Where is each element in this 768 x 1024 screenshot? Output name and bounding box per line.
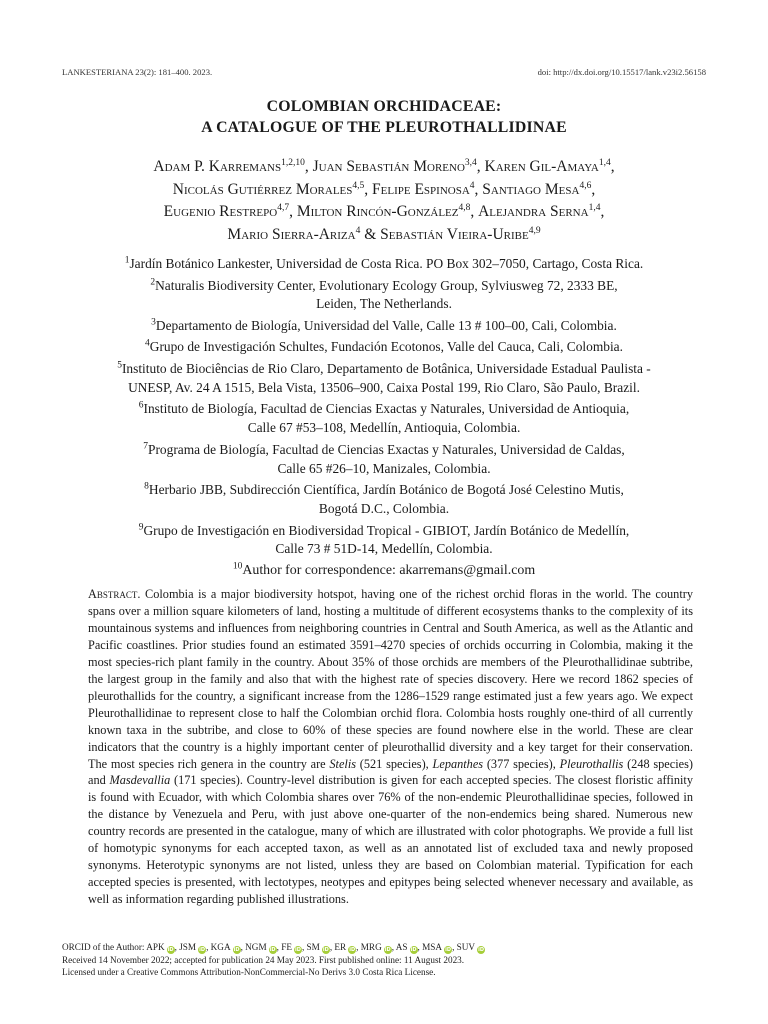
orcid-entry[interactable]: NGM iD, — [245, 942, 279, 953]
orcid-label: ORCID of the Author: — [62, 942, 145, 952]
orcid-entry[interactable]: MSA iD, — [422, 942, 455, 953]
genus-name: Pleurothallis — [559, 756, 624, 771]
orcid-initials: FE — [281, 942, 292, 952]
author-affil-sup: 4,5 — [352, 180, 365, 191]
author-list — [40, 156, 728, 246]
author-line: Nicolás Gutiérrez Morales$^{4,5}$, Felipe Espinosa$^4$, Santiago Mesa$^{4,6}$, — [172, 180, 596, 198]
orcid-initials: SUV — [456, 942, 476, 952]
affiliation-number: 9 — [138, 522, 144, 533]
abstract-label: Abstract. — [88, 587, 141, 601]
affiliation-number: 5 — [117, 360, 122, 371]
affiliation-line: Leiden, The Netherlands. — [316, 296, 452, 312]
orcid-entry[interactable]: MRG iD, — [360, 942, 394, 953]
orcid-initials: MRG — [360, 942, 382, 952]
author-line: Eugenio Restrepo$^{4,7}$, Milton Rincón-González$^{4,8}$, Alejandra Serna$^{1,4}$, — [163, 202, 605, 220]
affiliation-number: 6 — [138, 400, 144, 411]
orcid-entry[interactable]: AS iD, — [395, 942, 420, 953]
genus-name: Stelis — [329, 756, 357, 771]
genus-name: Masdevallia — [109, 773, 171, 788]
affiliation-line: Naturalis Biodiversity Center, Evolutionary Ecology Group, Sylviusweg 72, 2333 BE, — [155, 277, 618, 293]
author-name: Sebastián Vieira-Uribe — [380, 225, 529, 243]
author-affil-sup: 3,4 — [464, 157, 477, 168]
author-name: Felipe Espinosa — [372, 180, 470, 198]
abstract-text: (521 species), — [356, 756, 433, 771]
author-line: Mario Sierra-Ariza$^4$ & Sebastián Vieira-Uribe$^{4,9}$ — [227, 225, 541, 243]
author-affil-sup: 4,9 — [528, 225, 541, 236]
abstract-text: Colombia is a major biodiversity hotspot, having one of the richest orchid floras in the world. The country spans over a million square kilometers of land, hosting a multitude of different ecosystems thanks to the complexity of its mountainous systems and influences from neighboring countries in Central and South America, as well as the Atlantic and Pacific coastlines. Prior studies found an estimated 3591–4270 species of orchids occurring in Colombia, making it the most species-rich plant family in the country. About 35% of those orchids are members of the Pleurothallidinae subtribe, the largest group in the family and also that with the highest rate of species discovery. Here we record 1862 species of pleurothallids for the country, a significant increase from the 1286–1529 range estimated just a few years ago. We expect Pleurothallidinae to represent close to half the Colombian orchid flora. Colombia hosts roughly one-third of all currently known taxa in the subtribe, and close to 60% of these species are found nowhere else in the world. These are clear indicators that the country is a highly important center of pleurothallid diversity and a key target for their conservation. The most species rich genera in the country are — [88, 587, 693, 771]
orcid-icon[interactable]: iD — [384, 947, 391, 953]
author-name: Nicolás Gutiérrez Morales — [172, 180, 353, 198]
correspondence-text: Author for correspondence: akarremans@gmail.com — [242, 562, 536, 578]
affiliation-line: Calle 67 #53–108, Medellín, Antioquia, Colombia. — [247, 420, 521, 436]
author-affil-sup: 1,2,10 — [281, 157, 305, 168]
affiliation — [60, 277, 708, 315]
author-affil-sup: 4,6 — [579, 180, 592, 191]
affiliation — [60, 522, 708, 560]
correspondence — [60, 562, 708, 581]
running-head — [62, 66, 706, 78]
affiliation-line: Calle 73 # 51D-14, Medellín, Colombia. — [275, 541, 493, 557]
author-affil-sup: 4,7 — [277, 202, 290, 213]
orcid-line — [62, 941, 706, 954]
affiliation-line: Grupo de Investigación en Biodiversidad Tropical - GIBIOT, Jardín Botánico de Medellín, — [143, 522, 630, 538]
author-name: Alejandra Serna — [478, 203, 589, 220]
doi-link[interactable]: doi: http://dx.doi.org/10.15517/lank.v23i2.56158 — [537, 67, 706, 77]
orcid-icon[interactable]: iD — [478, 947, 484, 953]
orcid-initials: AS — [395, 942, 408, 952]
orcid-initials: KGA — [210, 942, 231, 952]
received-dates: Received 14 November 2022; accepted for publication 24 May 2023. First published online: 11 August 2023. — [62, 955, 465, 965]
affiliation — [60, 481, 708, 519]
orcid-entry[interactable]: KGA iD, — [210, 942, 243, 953]
orcid-initials: NGM — [245, 942, 267, 952]
abstract-text: (377 species), — [483, 756, 560, 771]
affiliation-line: Grupo de Investigación Schultes, Fundación Ecotonos, Valle del Cauca, Cali, Colombia. — [149, 339, 623, 355]
author-name: Eugenio Restrepo — [163, 203, 278, 220]
orcid-icon[interactable]: iD — [269, 947, 276, 953]
affiliation-line: Instituto de Biociências de Rio Claro, Departamento de Botânica, Universidade Estadual Paulista - — [121, 360, 651, 376]
affiliation-number: 3 — [151, 317, 156, 328]
orcid-icon[interactable]: iD — [445, 947, 451, 953]
orcid-entry[interactable]: SM iD, — [306, 942, 333, 953]
genus-name: Lepanthes — [432, 756, 484, 771]
orcid-icon[interactable]: iD — [295, 947, 301, 953]
affiliation — [60, 360, 708, 398]
affiliation-line: Herbario JBB, Subdirección Científica, Jardín Botánico de Bogotá José Celestino Mutis, — [148, 482, 624, 498]
affiliation-number: 7 — [143, 441, 149, 452]
author-affil-sup: 4 — [469, 180, 475, 191]
affiliation-line: Bogotá D.C., Colombia. — [318, 501, 450, 517]
orcid-initials: APK — [146, 942, 165, 952]
orcid-initials: ER — [334, 942, 347, 952]
orcid-initials: MSA — [422, 942, 443, 952]
affiliation-number: 8 — [144, 481, 149, 492]
orcid-icon[interactable]: iD — [349, 947, 356, 953]
license-notice: Licensed under a Creative Commons Attribution-NonCommercial-No Derivs 3.0 Costa Rica License. — [62, 967, 436, 978]
abstract — [88, 586, 693, 908]
affiliation-line: Jardín Botánico Lankester, Universidad de Costa Rica. PO Box 302–7050, Cartago, Costa Rica. — [129, 256, 644, 271]
orcid-initials: JSM — [179, 942, 197, 952]
orcid-initials: SM — [306, 942, 320, 952]
author-name: Mario Sierra-Ariza — [227, 225, 356, 243]
title-line-2: A CATALOGUE OF THE PLEUROTHALLIDINAE — [201, 119, 567, 136]
author-affil-sup: 1,4 — [588, 202, 601, 213]
orcid-entry[interactable]: FE iD, — [281, 942, 305, 953]
author-name: Juan Sebastián Moreno — [312, 158, 465, 175]
affiliation-line: Programa de Biología, Facultad de Ciencias Exactas y Naturales, Universidad de Caldas, — [148, 441, 625, 457]
affiliation — [60, 255, 708, 274]
affiliation-number: 1 — [124, 255, 130, 266]
footer — [62, 941, 706, 979]
author-name: Adam P. Karremans — [153, 158, 282, 175]
affiliation-number: 2 — [150, 277, 156, 288]
author-name: Santiago Mesa — [482, 180, 580, 198]
author-line: Adam P. Karremans$^{1,2,10}$, Juan Sebastián Moreno$^{3,4}$, Karen Gil-Amaya$^{1,4}$, — [153, 157, 615, 175]
affiliation-number: 4 — [145, 338, 150, 349]
affiliation-line: UNESP, Av. 24 A 1515, Bela Vista, 13506–900, Caixa Postal 199, Rio Claro, São Paulo, Brazil. — [128, 379, 640, 395]
affiliation — [60, 338, 708, 357]
title-line-1: COLOMBIAN ORCHIDACEAE: — [266, 98, 502, 115]
article-title — [40, 96, 728, 138]
abstract-text: (248 species) and — [88, 756, 693, 788]
affiliation-line: Instituto de Biología, Facultad de Ciencias Exactas y Naturales, Universidad de Antioquia, — [143, 401, 630, 417]
orcid-entry[interactable] — [457, 942, 485, 952]
affiliation-line: Departamento de Biología, Universidad del Valle, Calle 13 # 100–00, Cali, Colombia. — [155, 317, 617, 333]
author-name: Milton Rincón-González — [296, 203, 459, 220]
correspondence-number: 10 — [232, 561, 243, 572]
orcid-icon[interactable]: iD — [410, 947, 417, 953]
orcid-icon[interactable]: iD — [199, 947, 206, 953]
journal-citation: LANKESTERIANA 23(2): 181–400. 2023. — [62, 67, 213, 77]
affiliation — [60, 400, 708, 438]
affiliation — [60, 441, 708, 479]
affiliation-line: Calle 65 #26–10, Manizales, Colombia. — [277, 460, 491, 476]
orcid-icon[interactable]: iD — [167, 947, 174, 953]
orcid-icon[interactable]: iD — [322, 947, 329, 953]
orcid-entry[interactable]: JSM iD, — [179, 942, 209, 953]
author-name: Karen Gil-Amaya — [484, 158, 599, 175]
author-affil-sup: 4,8 — [458, 202, 471, 213]
orcid-entry[interactable]: APK iD, — [146, 942, 177, 953]
affiliation — [60, 317, 708, 336]
abstract-text: (171 species). Country-level distribution is given for each accepted species. The closest floristic affinity is found with Ecuador, with which Colombia shares over 76% of the non-endemic Pleurothallidinae species, followed in the distance by Venezuela and Peru, with just above one-quarter of the non-endemics being shared. Numerous new country records are presented in the catalogue, many of which are illustrated with color photographs. We provide a full list of homotypic synonyms for each accepted taxon, as well as an annotated list of excluded taxa and newly proposed synonyms. Heterotypic synonyms are not listed, unless they are based on Colombian material. Typification for each accepted species is presented, with lectotypes, neotypes and epitypes being selected whenever necessary and available, as well as information regarding published illustrations. — [88, 773, 693, 907]
orcid-entry[interactable]: ER iD, — [334, 942, 359, 953]
orcid-icon[interactable]: iD — [233, 947, 240, 953]
affiliation-list — [60, 255, 708, 583]
author-affil-sup: 1,4 — [598, 157, 611, 168]
author-affil-sup: 4 — [355, 225, 361, 236]
